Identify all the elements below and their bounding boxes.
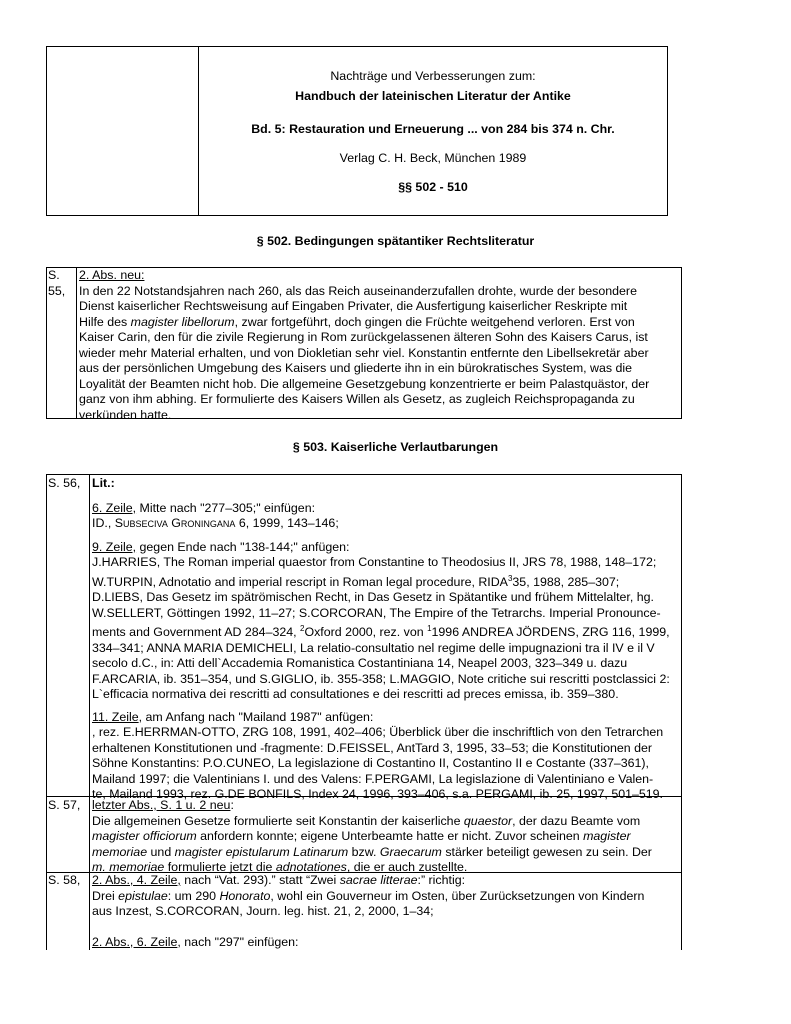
row-58-page-ref: S. 58, [48, 873, 81, 887]
text-line: Drei epistulae: um 290 Honorato, wohl ein Gouverneur im Osten, über Zurücksetzungen von Kindern [92, 888, 645, 903]
section-503-title: § 503. Kaiserliche Verlautbarungen [292, 440, 499, 454]
entry-heading: 2. Abs., 4. Zeile, nach “Vat. 293).” statt “Zwei sacrae litterae:” richtig: [92, 873, 466, 887]
entry-heading: 11. Zeile, am Anfang nach "Mailand 1987" anfügen: [92, 709, 374, 724]
text-line: L`efficacia normativa dei rescritti ad consultationes e dei rescritti ad preces emissa, ib. 359–380. [92, 687, 619, 702]
entry-heading: 9. Zeile, gegen Ende nach "138-144;" anfügen: [92, 539, 350, 554]
text-line: 334–341; ANNA MARIA DEMICHELI, La relatio-consultatio nel regime delle impugnazioni tra il IV e il V [92, 640, 655, 655]
text-line: W.TURPIN, Adnotatio and imperial rescript in Roman legal procedure, RIDA$^3$35, 1988, 285–307; [92, 573, 620, 589]
text-line: wieder mehr Material erhalten, und von Diokletian sehr viel. Konstantin entfernte den Libellsekretär aber [79, 345, 649, 360]
text-line: erhaltenen Konstitutionen und -fragmente: D.FEISSEL, AntTard 3, 1995, 33–53; die Konstitutionen der [92, 740, 653, 755]
section-503-col-divider [89, 474, 90, 950]
text-line: ID., Subseciva Groningana 6, 1999, 143–146; [92, 516, 339, 530]
text-line: F.ARCARIA, ib. 351–354, und S.GIGLIO, ib. 355-358; L.MAGGIO, Note critiche sui rescritti postclassici 2: [92, 671, 670, 686]
text-line: Söhne Konstantins: P.O.CUNEO, La legislazione di Costantino II, Costantino II e Costante (337–361), [92, 756, 649, 771]
entry-heading: 6. Zeile, Mitte nach "277–305;" einfügen: [92, 500, 316, 515]
header-box [46, 46, 668, 216]
text-line: Dienst kaiserlicher Rechtsweisung auf Eingaben Privater, die Ausfertigung kaiserlicher Reskripte mit [79, 299, 628, 313]
entry-heading: 2. Abs., 6. Zeile, nach "297" einfügen: [92, 934, 299, 949]
header-book-title: Handbuch der lateinischen Literatur der Antike [295, 89, 571, 103]
text-line: In den 22 Notstandsjahren nach 260, als das Reich auseinanderzufallen drohte, wurde der besondere [79, 283, 637, 298]
section-502-title: § 502. Bedingungen spätantiker Rechtsliteratur [256, 234, 535, 248]
text-line: m. memoriae formulierte jetzt die adnotationes, die er auch zustellte. [92, 860, 468, 874]
row-56-page-ref: S. 56, [48, 476, 81, 490]
page-ref-num: 55, [48, 283, 66, 298]
section-502-col-divider [76, 267, 77, 419]
text-line: Loyalität der Beamten nicht hob. Die allgemeine Gesetzgebung konzentrierte er beim Palastquästor, der [79, 376, 650, 391]
header-line-1: Nachträge und Verbesserungen zum: [330, 69, 536, 83]
text-line: ganz von ihm abhing. Er formulierte des Kaisers Willen als Gesetz, as zugleich Reichspropaganda zu [79, 392, 635, 406]
row-56-content [92, 476, 680, 803]
header-volume: Bd. 5: Restauration und Erneuerung ... von 284 bis 374 n. Chr. [251, 122, 615, 136]
text-line: Die allgemeinen Gesetze formulierte seit Konstantin der kaiserliche quaestor, der dazu Beamte vom [92, 813, 641, 828]
text-line: secolo d.C., in: Atti dell`Accademia Romanistica Costantiniana 14, Neapel 2003, 323–349 u. dazu [92, 656, 628, 671]
text-line: aus der persönlichen Umgebung des Kaisers und gliederte ihn in ein bürokratisches System, was die [79, 361, 633, 375]
row-57-page-ref: S. 57, [48, 798, 81, 812]
text-line: verkünden hatte. [79, 407, 172, 422]
text-line: te, Mailand 1993, rez. G.DE BONFILS, Index 24, 1996, 393–406, s.a. PERGAMI, ib. 25, 1997, 501–519. [92, 787, 663, 802]
text-line: Mailand 1997; die Valentinians I. und des Valens: F.PERGAMI, La legislazione di Valentiniano e Valen- [92, 771, 654, 786]
text-line: D.LIEBS, Das Gesetz im spätrömischen Recht, in Das Gesetz in Spätantike und frühem Mittelalter, hg. [92, 590, 654, 605]
text-line: magister officiorum anfordern konnte; eigene Unterbeamte hatte er nicht. Zuvor scheinen magister [92, 829, 631, 843]
text-line: ments and Government AD 284–324, $^2$Oxford 2000, rez. von $^1$1996 ANDREA JÖRDENS, ZRG 116, 1999, [92, 624, 670, 640]
page-ref-s: S. [48, 268, 60, 282]
text-line: J.HARRIES, The Roman imperial quaestor from Constantine to Theodosius II, JRS 78, 1988, 148–172; [92, 555, 657, 569]
entry-heading: letzter Abs., S. 1 u. 2 neu: [92, 798, 234, 812]
lit-label: Lit.: [92, 476, 115, 490]
header-sections: §§ 502 - 510 [398, 180, 468, 194]
row-58-content [92, 873, 680, 950]
text-line: Kaiser Carin, den für die zivile Regierung in Rom zurückgelassenen älteren Sohn des Kaisers Carus, ist [79, 330, 648, 344]
text-line: , rez. E.HERRMAN-OTTO, ZRG 108, 1991, 402–406; Überblick über die inschriftlich von den Tetrarchen [92, 725, 664, 740]
section-502-text [79, 268, 680, 423]
text-line: W.SELLERT, Göttingen 1992, 11–27; S.CORCORAN, The Empire of the Tetrarchs. Imperial Pronounce- [92, 605, 661, 620]
text-line: memoriae und magister epistularum Latinarum bzw. Graecarum stärker beteiligt gewesen zu sein. Der [92, 844, 652, 859]
text-line: Hilfe des magister libellorum, zwar fortgeführt, doch gingen die Früchte weitgehend verloren. Erst von [79, 314, 635, 329]
row-57-content [92, 798, 680, 876]
text-line: aus Inzest, S.CORCORAN, Journ. leg. hist. 21, 2, 2000, 1–34; [92, 904, 434, 918]
section-502-heading: 2. Abs. neu: [79, 268, 145, 282]
section-502-page-ref [48, 268, 75, 299]
header-publisher: Verlag C. H. Beck, München 1989 [339, 151, 527, 165]
